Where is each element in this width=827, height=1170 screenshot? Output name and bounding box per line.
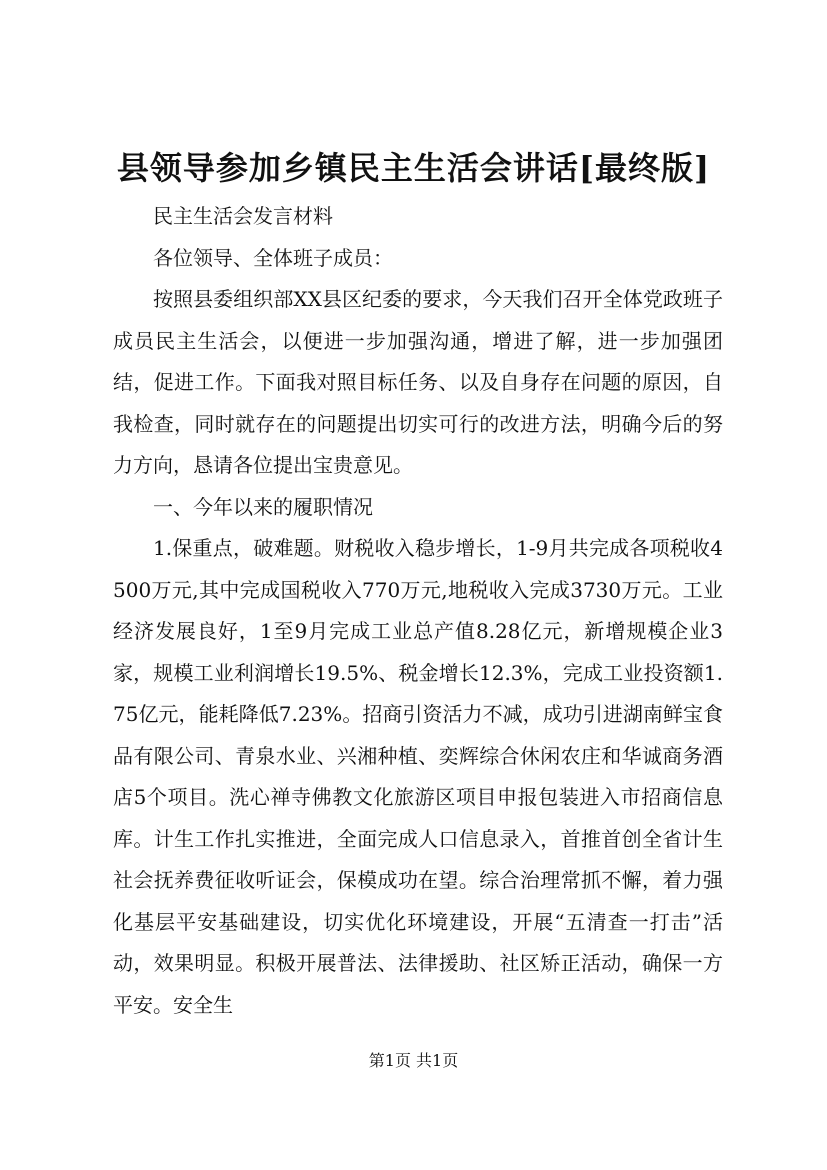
paragraph-section-heading: 一、今年以来的履职情况 [153,494,373,519]
paragraph-section-body: 1.保重点，破难题。财税收入稳步增长，1-9月共完成各项税收4500万元,其中完成国税收入770万元,地税收入完成3730万元。工业经济发展良好，1至9月完成工业总产值8.28亿元，新增规模企业3家，规模工业利润增长19.5%、税金增长12.3%，完成工业投资额1.75亿元，能耗降低7.23%。招商引资活力不减，成功引进湖南鲜宝食品有限公司、青泉水业、兴湘种植、奕辉综合休闲农庄和华诚商务酒店5个项目。洗心禅寺佛教文化旅游区项目申报包装进入市招商信息库。计生工作扎实推进，全面完成人口信息录入，首推首创全省计生社会抚养费征收听证会，保模成功在望。综合治理常抓不懈，着力强化基层平安基础建设，切实优化环境建设，开展“五清查一打击”活动，效果明显。积极开展普法、法律援助、社区矫正活动，确保一方平安。安全生 [113,536,723,1017]
paragraph-subtitle: 民主生活会发言材料 [153,204,333,228]
document-body [113,196,723,1026]
page-footer: 第1页 共1页 [368,1051,459,1070]
paragraph-salutation: 各位领导、全体班子成员： [153,245,393,270]
paragraph-intro: 按照县委组织部XX县区纪委的要求，今天我们召开全体党政班子成员民主生活会，以便进一步加强沟通，增进了解，进一步加强团结，促进工作。下面我对照目标任务、以及自身存在问题的原因，自我检查，同时就存在的问题提出切实可行的改进方法，明确今后的努力方向，恳请各位提出宝贵意见。 [113,287,723,477]
document-title: 县领导参加乡镇民主生活会讲话[最终版] [116,149,711,187]
